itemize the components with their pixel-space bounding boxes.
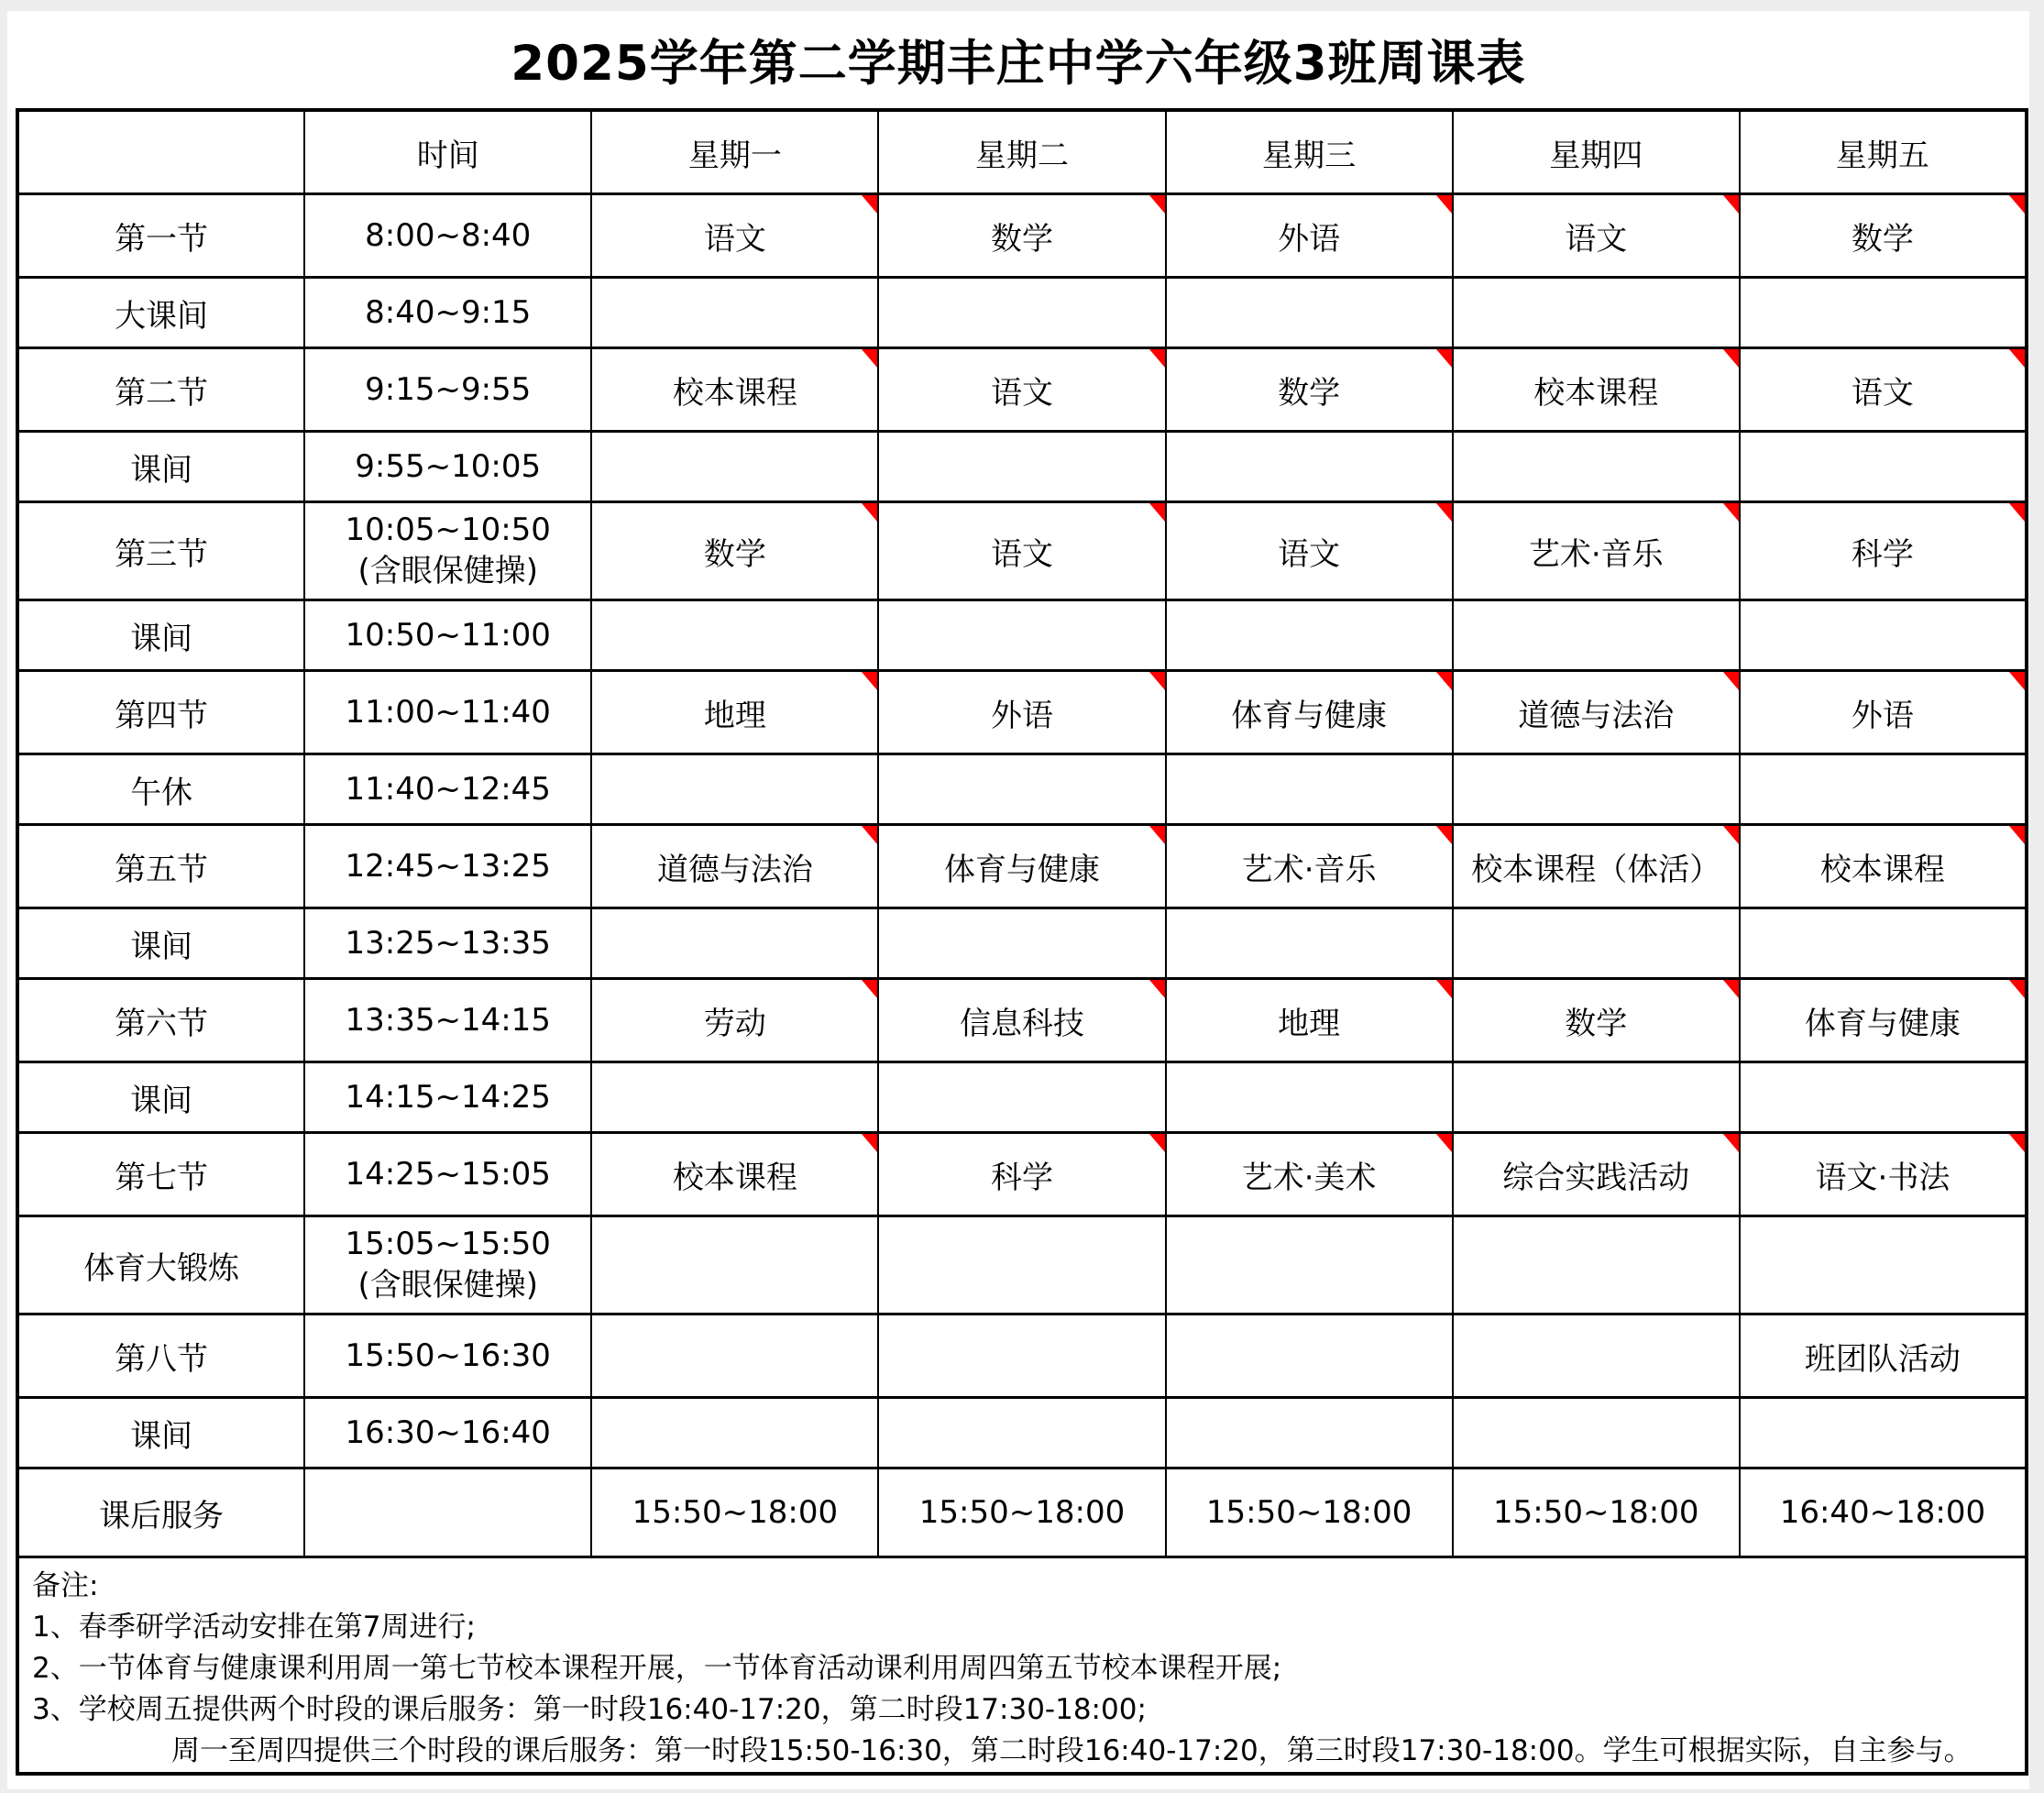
time-range: 14:15~14:25 bbox=[345, 1078, 551, 1116]
subject-cell bbox=[878, 825, 1165, 908]
empty-cell bbox=[1453, 1062, 1740, 1133]
subject-cell bbox=[1740, 1468, 2027, 1557]
time-range: 10:50~11:00 bbox=[345, 616, 551, 654]
subject-cell bbox=[1453, 671, 1740, 754]
time-range: 11:40~12:45 bbox=[345, 770, 551, 808]
empty-cell bbox=[878, 754, 1165, 825]
comment-triangle-icon bbox=[862, 1134, 877, 1152]
subject-cell bbox=[1740, 194, 2027, 278]
empty-cell bbox=[591, 908, 878, 979]
comment-triangle-icon bbox=[1149, 349, 1165, 368]
subject-cell bbox=[591, 979, 878, 1062]
time-note: (含眼保健操) bbox=[357, 1267, 538, 1304]
subject-cell bbox=[1453, 194, 1740, 278]
empty-cell bbox=[1740, 1216, 2027, 1314]
time-range: 8:40~9:15 bbox=[365, 293, 532, 331]
subject-cell bbox=[591, 1133, 878, 1216]
comment-triangle-icon bbox=[862, 195, 877, 214]
subject-cell bbox=[1453, 1468, 1740, 1557]
comment-triangle-icon bbox=[1436, 826, 1452, 844]
time-cell bbox=[304, 1216, 591, 1314]
header-wednesday: 星期三 bbox=[1166, 110, 1453, 194]
timetable-row-第八节 bbox=[17, 1314, 2027, 1398]
row-label: 第八节 bbox=[17, 1314, 304, 1398]
subject-cell bbox=[878, 671, 1165, 754]
subject-text: 校本课程 bbox=[672, 374, 797, 412]
subject-text: 校本课程 bbox=[1819, 851, 1945, 888]
row-label: 课间 bbox=[17, 908, 304, 979]
subject-text: 15:50~18:00 bbox=[632, 1494, 839, 1531]
empty-cell bbox=[1740, 1062, 2027, 1133]
notes-block bbox=[17, 1557, 2027, 1775]
time-range: 15:05~15:50 bbox=[345, 1226, 551, 1263]
time-range: 9:55~10:05 bbox=[355, 447, 542, 485]
timetable-row-体育大锻炼 bbox=[17, 1216, 2027, 1314]
comment-triangle-icon bbox=[1723, 1134, 1739, 1152]
time-range: 13:25~13:35 bbox=[345, 924, 551, 962]
comment-triangle-icon bbox=[1723, 980, 1739, 998]
empty-cell bbox=[591, 1398, 878, 1468]
subject-text: 语文 bbox=[1278, 535, 1341, 573]
subject-cell bbox=[1453, 348, 1740, 432]
spreadsheet-page bbox=[7, 11, 2029, 1789]
subject-cell bbox=[1166, 194, 1453, 278]
comment-triangle-icon bbox=[2009, 349, 2025, 368]
time-range: 13:35~14:15 bbox=[345, 1001, 551, 1039]
row-label: 第二节 bbox=[17, 348, 304, 432]
header-friday: 星期五 bbox=[1740, 110, 2027, 194]
comment-triangle-icon bbox=[1436, 503, 1452, 522]
row-label: 第四节 bbox=[17, 671, 304, 754]
subject-text: 综合实践活动 bbox=[1502, 1159, 1690, 1196]
subject-text: 15:50~18:00 bbox=[918, 1494, 1126, 1531]
subject-text: 艺术·音乐 bbox=[1528, 535, 1664, 573]
subject-text: 数学 bbox=[1565, 1005, 1628, 1042]
header-thursday: 星期四 bbox=[1453, 110, 1740, 194]
comment-triangle-icon bbox=[1436, 980, 1452, 998]
comment-triangle-icon bbox=[1149, 826, 1165, 844]
subject-text: 数学 bbox=[990, 220, 1053, 258]
comment-triangle-icon bbox=[2009, 1134, 2025, 1152]
subject-text: 外语 bbox=[1278, 220, 1341, 258]
subject-cell bbox=[1166, 825, 1453, 908]
empty-cell bbox=[1166, 1398, 1453, 1468]
comment-triangle-icon bbox=[1436, 195, 1452, 214]
subject-cell bbox=[1166, 1133, 1453, 1216]
time-cell bbox=[304, 600, 591, 671]
header-monday: 星期一 bbox=[591, 110, 878, 194]
time-range: 12:45~13:25 bbox=[345, 847, 551, 885]
empty-cell bbox=[1740, 908, 2027, 979]
empty-cell bbox=[1740, 1398, 2027, 1468]
subject-text: 语文 bbox=[1565, 220, 1628, 258]
time-cell bbox=[304, 1398, 591, 1468]
empty-cell bbox=[591, 432, 878, 502]
subject-text: 劳动 bbox=[703, 1005, 766, 1042]
subject-cell bbox=[1740, 502, 2027, 600]
empty-cell bbox=[878, 278, 1165, 348]
empty-cell bbox=[591, 754, 878, 825]
comment-triangle-icon bbox=[1723, 826, 1739, 844]
empty-cell bbox=[1166, 1216, 1453, 1314]
timetable-row-午休 bbox=[17, 754, 2027, 825]
comment-triangle-icon bbox=[1723, 503, 1739, 522]
subject-text: 科学 bbox=[990, 1159, 1053, 1196]
comment-triangle-icon bbox=[1723, 672, 1739, 690]
time-cell bbox=[304, 1133, 591, 1216]
subject-cell bbox=[1453, 979, 1740, 1062]
header-time: 时间 bbox=[304, 110, 591, 194]
timetable-row-第五节 bbox=[17, 825, 2027, 908]
empty-cell bbox=[878, 908, 1165, 979]
empty-cell bbox=[1166, 600, 1453, 671]
empty-cell bbox=[878, 432, 1165, 502]
timetable-row-第六节 bbox=[17, 979, 2027, 1062]
timetable-row-第四节 bbox=[17, 671, 2027, 754]
comment-triangle-icon bbox=[1149, 503, 1165, 522]
subject-cell bbox=[1740, 1314, 2027, 1398]
subject-cell bbox=[1453, 502, 1740, 600]
row-label: 午休 bbox=[17, 754, 304, 825]
time-range: 11:00~11:40 bbox=[345, 693, 551, 731]
comment-triangle-icon bbox=[1149, 980, 1165, 998]
empty-cell bbox=[1740, 432, 2027, 502]
subject-cell bbox=[1740, 979, 2027, 1062]
header-tuesday: 星期二 bbox=[878, 110, 1165, 194]
subject-cell bbox=[1166, 1468, 1453, 1557]
empty-cell bbox=[878, 1062, 1165, 1133]
subject-cell bbox=[591, 1468, 878, 1557]
subject-text: 信息科技 bbox=[959, 1005, 1084, 1042]
subject-cell bbox=[1453, 825, 1740, 908]
empty-cell bbox=[1166, 1314, 1453, 1398]
comment-triangle-icon bbox=[2009, 672, 2025, 690]
empty-cell bbox=[1166, 1062, 1453, 1133]
header-row bbox=[17, 110, 2027, 194]
time-cell bbox=[304, 908, 591, 979]
time-range: 14:25~15:05 bbox=[345, 1155, 551, 1193]
subject-cell bbox=[878, 1468, 1165, 1557]
empty-cell bbox=[1453, 1314, 1740, 1398]
subject-cell bbox=[1453, 1133, 1740, 1216]
empty-cell bbox=[1453, 432, 1740, 502]
time-cell bbox=[304, 671, 591, 754]
empty-cell bbox=[1453, 908, 1740, 979]
subject-text: 数学 bbox=[1851, 220, 1914, 258]
time-range: 8:00~8:40 bbox=[365, 216, 532, 254]
time-range: 16:30~16:40 bbox=[345, 1414, 551, 1451]
timetable-row-课间 bbox=[17, 908, 2027, 979]
row-label: 第三节 bbox=[17, 502, 304, 600]
comment-triangle-icon bbox=[2009, 826, 2025, 844]
subject-text: 语文·书法 bbox=[1815, 1159, 1951, 1196]
empty-cell bbox=[1453, 754, 1740, 825]
empty-cell bbox=[591, 600, 878, 671]
subject-text: 艺术·音乐 bbox=[1241, 851, 1377, 888]
timetable-row-第七节 bbox=[17, 1133, 2027, 1216]
row-label: 体育大锻炼 bbox=[17, 1216, 304, 1314]
subject-cell bbox=[591, 194, 878, 278]
subject-cell bbox=[591, 825, 878, 908]
timetable-row-第一节 bbox=[17, 194, 2027, 278]
row-label: 课间 bbox=[17, 1398, 304, 1468]
empty-cell bbox=[1166, 754, 1453, 825]
comment-triangle-icon bbox=[1436, 1134, 1452, 1152]
time-note: (含眼保健操) bbox=[357, 553, 538, 589]
row-label: 课后服务 bbox=[17, 1468, 304, 1557]
subject-cell bbox=[878, 348, 1165, 432]
weekly-timetable bbox=[16, 108, 2028, 1776]
comment-triangle-icon bbox=[1149, 672, 1165, 690]
subject-cell bbox=[878, 194, 1165, 278]
empty-cell bbox=[1453, 1398, 1740, 1468]
subject-text: 体育与健康 bbox=[943, 851, 1100, 888]
subject-cell bbox=[1740, 825, 2027, 908]
subject-text: 数学 bbox=[1278, 374, 1341, 412]
empty-cell bbox=[1740, 600, 2027, 671]
note-line: 3、学校周五提供两个时段的课后服务：第一时段16:40-17:20，第二时段17:30-18:00; bbox=[32, 1693, 1147, 1726]
time-cell bbox=[304, 194, 591, 278]
empty-cell bbox=[1166, 908, 1453, 979]
time-range: 9:15~9:55 bbox=[365, 370, 532, 408]
subject-cell bbox=[591, 671, 878, 754]
subject-text: 语文 bbox=[990, 374, 1053, 412]
comment-triangle-icon bbox=[1723, 349, 1739, 368]
subject-text: 校本课程 bbox=[672, 1159, 797, 1196]
empty-cell bbox=[878, 1398, 1165, 1468]
empty-cell bbox=[1453, 600, 1740, 671]
row-label: 第一节 bbox=[17, 194, 304, 278]
comment-triangle-icon bbox=[862, 826, 877, 844]
comment-triangle-icon bbox=[862, 672, 877, 690]
time-cell bbox=[304, 1062, 591, 1133]
empty-cell bbox=[591, 1062, 878, 1133]
empty-cell bbox=[878, 600, 1165, 671]
subject-text: 语文 bbox=[990, 535, 1053, 573]
subject-cell bbox=[591, 502, 878, 600]
empty-cell bbox=[591, 1314, 878, 1398]
row-label: 课间 bbox=[17, 432, 304, 502]
time-cell bbox=[304, 979, 591, 1062]
subject-text: 道德与法治 bbox=[1518, 697, 1675, 734]
subject-text: 外语 bbox=[1851, 697, 1914, 734]
subject-text: 地理 bbox=[1278, 1005, 1341, 1042]
timetable-row-课间 bbox=[17, 1062, 2027, 1133]
empty-cell bbox=[591, 1216, 878, 1314]
subject-cell bbox=[1166, 671, 1453, 754]
subject-text: 体育与健康 bbox=[1231, 697, 1388, 734]
subject-text: 班团队活动 bbox=[1804, 1340, 1961, 1378]
subject-text: 15:50~18:00 bbox=[1205, 1494, 1412, 1531]
row-label: 大课间 bbox=[17, 278, 304, 348]
empty-cell bbox=[1166, 278, 1453, 348]
timetable-row-第二节 bbox=[17, 348, 2027, 432]
empty-cell bbox=[1740, 278, 2027, 348]
time-cell bbox=[304, 1314, 591, 1398]
time-range: 15:50~16:30 bbox=[345, 1336, 551, 1374]
comment-triangle-icon bbox=[1723, 195, 1739, 214]
subject-cell bbox=[878, 1133, 1165, 1216]
note-line: 2、一节体育与健康课利用周一第七节校本课程开展，一节体育活动课利用周四第五节校本课程开展; bbox=[32, 1652, 1282, 1685]
subject-text: 科学 bbox=[1851, 535, 1914, 573]
row-label: 第七节 bbox=[17, 1133, 304, 1216]
note-line: 1、春季研学活动安排在第7周进行; bbox=[32, 1611, 476, 1644]
subject-text: 校本课程 bbox=[1533, 374, 1659, 412]
time-cell bbox=[304, 278, 591, 348]
empty-cell bbox=[591, 278, 878, 348]
time-cell bbox=[304, 348, 591, 432]
time-cell bbox=[304, 502, 591, 600]
comment-triangle-icon bbox=[2009, 980, 2025, 998]
page-title: 2025学年第二学期丰庄中学六年级3班周课表 bbox=[511, 36, 1526, 92]
empty-cell bbox=[1740, 754, 2027, 825]
time-cell bbox=[304, 432, 591, 502]
empty-cell bbox=[1453, 278, 1740, 348]
notes-row bbox=[17, 1557, 2027, 1775]
empty-cell bbox=[878, 1314, 1165, 1398]
note-line: 备注: bbox=[32, 1569, 99, 1602]
row-label: 第六节 bbox=[17, 979, 304, 1062]
subject-text: 语文 bbox=[703, 220, 766, 258]
subject-cell bbox=[1166, 979, 1453, 1062]
timetable-row-大课间 bbox=[17, 278, 2027, 348]
subject-cell bbox=[1740, 671, 2027, 754]
subject-text: 16:40~18:00 bbox=[1779, 1494, 1986, 1531]
timetable-row-课后服务 bbox=[17, 1468, 2027, 1557]
subject-text: 体育与健康 bbox=[1804, 1005, 1961, 1042]
subject-text: 语文 bbox=[1851, 374, 1914, 412]
row-label: 课间 bbox=[17, 1062, 304, 1133]
empty-cell bbox=[1453, 1216, 1740, 1314]
comment-triangle-icon bbox=[2009, 195, 2025, 214]
subject-cell bbox=[878, 979, 1165, 1062]
subject-text: 外语 bbox=[990, 697, 1053, 734]
subject-text: 道德与法治 bbox=[656, 851, 813, 888]
comment-triangle-icon bbox=[1149, 1134, 1165, 1152]
comment-triangle-icon bbox=[1149, 195, 1165, 214]
note-line: 周一至周四提供三个时段的课后服务：第一时段15:50-16:30，第二时段16:40-17:20，第三时段17:30-18:00。学生可根据实际，自主参与。 bbox=[171, 1734, 1973, 1767]
header-corner-cell bbox=[17, 110, 304, 194]
subject-text: 艺术·美术 bbox=[1241, 1159, 1377, 1196]
subject-cell bbox=[1740, 1133, 2027, 1216]
subject-text: 地理 bbox=[703, 697, 766, 734]
subject-text: 数学 bbox=[703, 535, 766, 573]
comment-triangle-icon bbox=[2009, 503, 2025, 522]
empty-cell bbox=[878, 1216, 1165, 1314]
subject-cell bbox=[1166, 348, 1453, 432]
comment-triangle-icon bbox=[862, 980, 877, 998]
time-cell bbox=[304, 1468, 591, 1557]
timetable-row-课间 bbox=[17, 1398, 2027, 1468]
subject-text: 15:50~18:00 bbox=[1493, 1494, 1699, 1531]
row-label: 课间 bbox=[17, 600, 304, 671]
subject-cell bbox=[591, 348, 878, 432]
row-label: 第五节 bbox=[17, 825, 304, 908]
time-cell bbox=[304, 825, 591, 908]
time-cell bbox=[304, 754, 591, 825]
comment-triangle-icon bbox=[1436, 349, 1452, 368]
subject-cell bbox=[878, 502, 1165, 600]
subject-cell bbox=[1740, 348, 2027, 432]
comment-triangle-icon bbox=[1436, 672, 1452, 690]
timetable-row-课间 bbox=[17, 600, 2027, 671]
comment-triangle-icon bbox=[862, 503, 877, 522]
timetable-row-课间 bbox=[17, 432, 2027, 502]
subject-cell bbox=[1166, 502, 1453, 600]
empty-cell bbox=[1166, 432, 1453, 502]
timetable-row-第三节 bbox=[17, 502, 2027, 600]
time-range: 10:05~10:50 bbox=[345, 512, 551, 549]
subject-text: 校本课程（体活） bbox=[1471, 851, 1721, 888]
comment-triangle-icon bbox=[862, 349, 877, 368]
